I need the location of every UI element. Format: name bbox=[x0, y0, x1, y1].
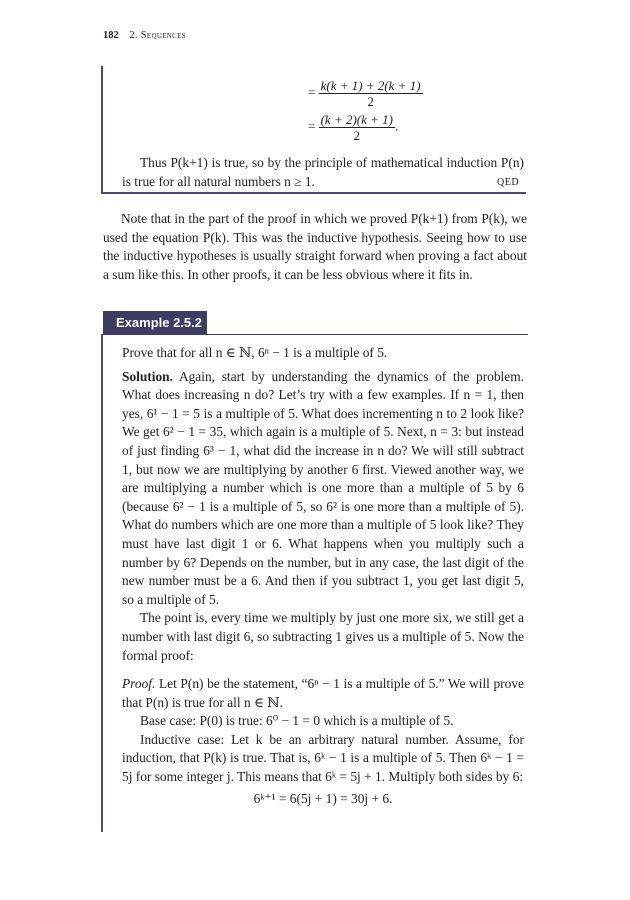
proof-bottom-rule bbox=[101, 192, 526, 194]
inductive-case: Inductive case: Let k be an arbitrary natural number. Assume, for induction, that P(k) is true. That is, 6ᵏ − 1 is a multiple of 5. Then 6ᵏ − 1 = 5j for some integer j. This means that 6ᵏ = 5j + 1. Multiply both sides by 6: bbox=[122, 731, 524, 785]
page-number: 182 bbox=[103, 30, 119, 41]
solution-label: Solution. bbox=[122, 368, 173, 384]
example-statement: Prove that for all n ∈ ℕ, 6ⁿ − 1 is a multiple of 5. bbox=[122, 345, 388, 360]
base-case: Base case: P(0) is true: 6⁰ − 1 = 0 which is a multiple of 5. bbox=[140, 713, 454, 729]
qed-marker: QED bbox=[497, 177, 520, 188]
example-top-rule bbox=[103, 334, 528, 335]
equation-line-1: = $\frac{k(k + 1) + 2(k + 1)}{2}$ bbox=[308, 78, 421, 109]
fraction-2: $\frac{(k + 2)(k + 1)}{2}$ bbox=[320, 112, 393, 143]
page-header bbox=[103, 30, 186, 41]
proof-label: Proof. bbox=[122, 676, 156, 692]
proof-left-rule bbox=[101, 66, 103, 194]
example-label: Example 2.5.2 bbox=[103, 311, 207, 335]
example-left-rule bbox=[101, 334, 103, 832]
chapter-title: 2. Sequences bbox=[129, 30, 186, 41]
note-paragraph: Note that in the part of the proof in which we proved P(k+1) from P(k), we used the equation P(k). This was the inductive hypothesis. Seeing how to use the inductive hypotheses is usually straight forward when proving a fact about a sum like this. In other proofs, it can be less obvious where it fits in. bbox=[103, 211, 527, 282]
proof-paragraph: Proof. Let P(n) be the statement, “6ⁿ − 1 is a multiple of 5.” We will prove that P(n) is true for all n ∈ ℕ. bbox=[122, 676, 524, 710]
proof-conclusion: Thus P(k+1) is true, so by the principle of mathematical induction P(n) is true for all natural numbers n ≥ 1. bbox=[122, 155, 524, 189]
fraction-1: $\frac{k(k + 1) + 2(k + 1)}{2}$ bbox=[320, 78, 421, 109]
final-equation: 6ᵏ⁺¹ = 6(5j + 1) = 30j + 6. bbox=[253, 790, 393, 806]
solution-paragraph: Solution. Again, start by understanding the dynamics of the problem. What does increasing n do? Let’s try with a few examples. If n = 1, then yes, 6¹ − 1 = 5 is a multiple of 5. What does incrementing n to 2 look like? We get 6² − 1 = 35, which again is a multiple of 5. Next, n = 3: but instead of just finding 6³ − 1, what did the increase in n do? We will still subtract 1, but now we are multiplying by another 6 first. Viewed another way, we are multiplying a number which is one more than a multiple of 5 by 6 (because 6² − 1 is a multiple of 5, so 6² is one more than a multiple of 5). What do numbers which are one more than a multiple of 5 look like? They must have last digit 1 or 6. What happens when you multiply such a number by 6? Depends on the number, but in any case, the last digit of the new number must be a 6. And then if you subtract 1, you get last digit 5, so a multiple of 5. bbox=[122, 368, 524, 607]
point-paragraph: The point is, every time we multiply by just one more six, we still get a number with last digit 6, so subtracting 1 gives us a multiple of 5. Now the formal proof: bbox=[122, 610, 524, 663]
equation-line-2: = $\frac{(k + 2)(k + 1)}{2}$ . bbox=[308, 112, 399, 143]
example-body bbox=[122, 344, 524, 808]
